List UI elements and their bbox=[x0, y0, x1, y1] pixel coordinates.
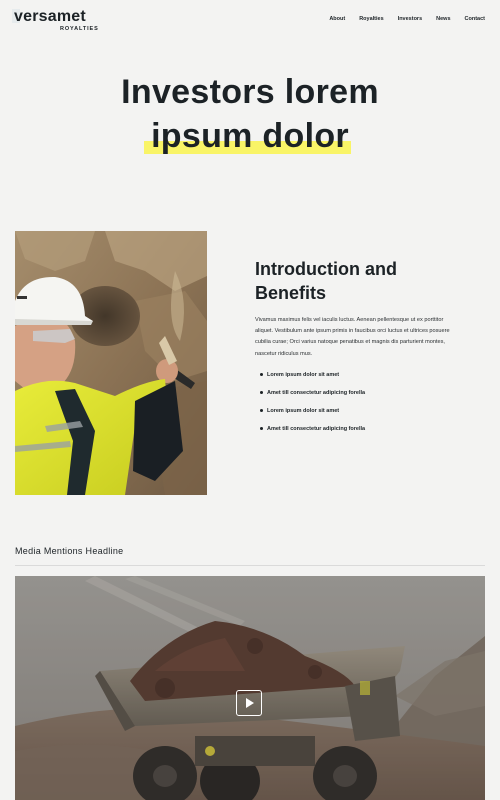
list-item bbox=[255, 366, 455, 384]
section-divider bbox=[15, 565, 485, 566]
intro-title-line1: Introduction and bbox=[255, 259, 397, 279]
intro-body: Vivamus maximus felis vel iaculis luctus. Aenean pellentesque ut ex porttitor aliquet. Vestibulum ante ipsum primis in faucibus orci luctus et ultrices posuere cubilia curae; Orci varius natoque penatibus et magnis dis parturient montes, nascetur ridiculus mus. bbox=[255, 317, 450, 357]
versamet-logo[interactable] bbox=[14, 9, 104, 35]
media-mentions-heading: Media Mentions Headline bbox=[15, 546, 124, 556]
list-item bbox=[255, 384, 455, 402]
bullet-icon bbox=[260, 391, 263, 394]
miner-worker-image bbox=[15, 231, 207, 495]
play-icon bbox=[244, 697, 256, 709]
media-video[interactable] bbox=[15, 576, 485, 800]
hero-section bbox=[0, 70, 500, 158]
intro-section bbox=[255, 257, 455, 438]
list-item-text: Lorem ipsum dolor sit amet bbox=[267, 371, 340, 378]
nav-royalties[interactable]: Royalties bbox=[359, 16, 384, 22]
logo-wordmark: versamet bbox=[14, 8, 86, 25]
list-item-text: Amet till consectetur adipicing forella bbox=[267, 425, 366, 432]
list-item bbox=[255, 402, 455, 420]
list-item bbox=[255, 420, 455, 438]
nav-about[interactable]: About bbox=[329, 16, 346, 22]
list-item-text: Amet till consectetur adipicing forella bbox=[267, 389, 366, 396]
bullet-icon bbox=[260, 409, 263, 412]
hero-title-line1: Investors lorem bbox=[121, 73, 379, 111]
main-nav bbox=[315, 16, 485, 23]
nav-investors[interactable]: Investors bbox=[397, 16, 423, 22]
intro-title-line2: Benefits bbox=[255, 283, 327, 303]
list-item-text: Lorem ipsum dolor sit amet bbox=[267, 407, 340, 414]
bullet-icon bbox=[260, 427, 263, 430]
site-header bbox=[0, 0, 500, 40]
logo-subtitle: ROYALTIES bbox=[60, 26, 99, 32]
nav-news[interactable]: News bbox=[436, 16, 451, 22]
intro-title bbox=[255, 257, 455, 305]
nav-contact[interactable]: Contact bbox=[464, 16, 485, 22]
bullet-icon bbox=[260, 373, 263, 376]
benefits-list bbox=[255, 366, 455, 438]
hero-title-line2 bbox=[151, 114, 349, 158]
hero-title-line2-text: ipsum dolor bbox=[151, 117, 349, 155]
play-button[interactable] bbox=[236, 690, 262, 716]
